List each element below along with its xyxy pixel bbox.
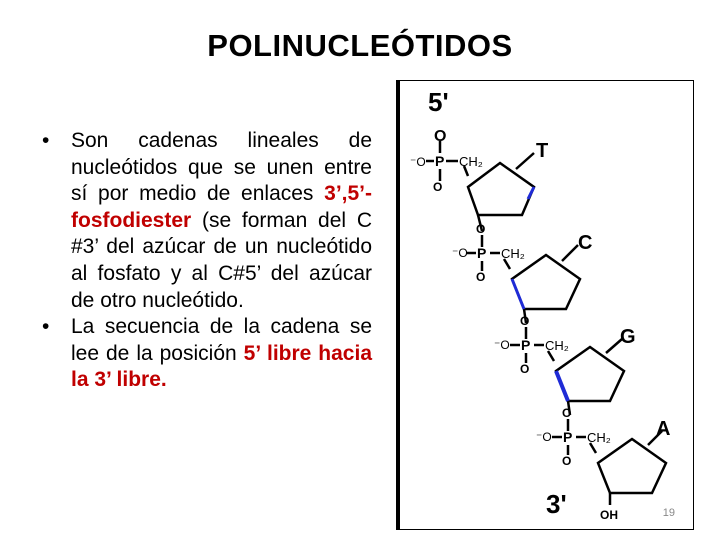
oh-label: OH: [600, 508, 618, 522]
base-bond-1: [516, 153, 534, 169]
bullet-item-2: [38, 314, 372, 394]
o-minus-4: ⁻O: [536, 430, 552, 444]
o-minus-3: ⁻O: [494, 338, 510, 352]
slide-title: POLINUCLEÓTIDOS: [207, 28, 513, 63]
bullet-2-text-a: La secuencia de la cadena se lee de la posición: [71, 315, 372, 365]
o-bottom-1: O: [433, 180, 443, 194]
ch2-label-1: CH₂: [459, 154, 483, 169]
o-minus-1: ⁻O: [410, 155, 426, 169]
bond-highlight-2: [512, 279, 524, 309]
ch2-label-3: CH₂: [545, 338, 569, 353]
base-label-2: C: [578, 232, 593, 254]
bullet-item-1: [38, 128, 372, 314]
three-prime-label: 3': [546, 489, 567, 519]
bullet-1-highlight: 3’,5’-fosfodiester: [71, 182, 372, 232]
o-top-1: O: [434, 128, 447, 145]
ch2-label-2: CH₂: [501, 246, 525, 261]
bullet-1-text-b: (se forman del C #3’ del azúcar de un nucleótido al fosfato y al C#5’ del azúcar de otro nucleótido.: [71, 208, 372, 312]
base-label-1: T: [536, 140, 549, 162]
sugar-ring-1: [468, 163, 534, 215]
p-1: P: [435, 153, 445, 169]
polynucleotide-diagram: [396, 80, 694, 530]
p-4: P: [563, 429, 573, 445]
five-prime-label: 5': [428, 87, 449, 117]
o-minus-2: ⁻O: [452, 246, 468, 260]
o-bottom-2: O: [476, 270, 486, 284]
base-label-3: G: [620, 326, 636, 348]
o-bottom-4: O: [562, 454, 572, 468]
bullet-1-text-a: Son cadenas lineales de nucleótidos que se unen entre sí por medio de enlaces: [71, 129, 372, 206]
sugar-ring-4: [598, 439, 666, 493]
bond-highlight-1: [528, 187, 534, 199]
diagram-svg: [400, 81, 692, 529]
o-top-3: O: [520, 314, 530, 328]
p-3: P: [521, 337, 531, 353]
o-top-2: O: [476, 222, 486, 236]
bond-highlight-3: [556, 371, 568, 401]
bullet-list: [38, 128, 372, 394]
ch2-label-4: CH₂: [587, 430, 611, 445]
p-2: P: [477, 245, 487, 261]
bullet-2-highlight: 5’ libre hacia la 3’ libre.: [71, 341, 372, 392]
o-top-4: O: [562, 406, 572, 420]
base-bond-2: [562, 245, 578, 261]
base-label-4: A: [656, 418, 671, 440]
o-bottom-3: O: [520, 362, 530, 376]
page-number: 19: [662, 507, 675, 519]
